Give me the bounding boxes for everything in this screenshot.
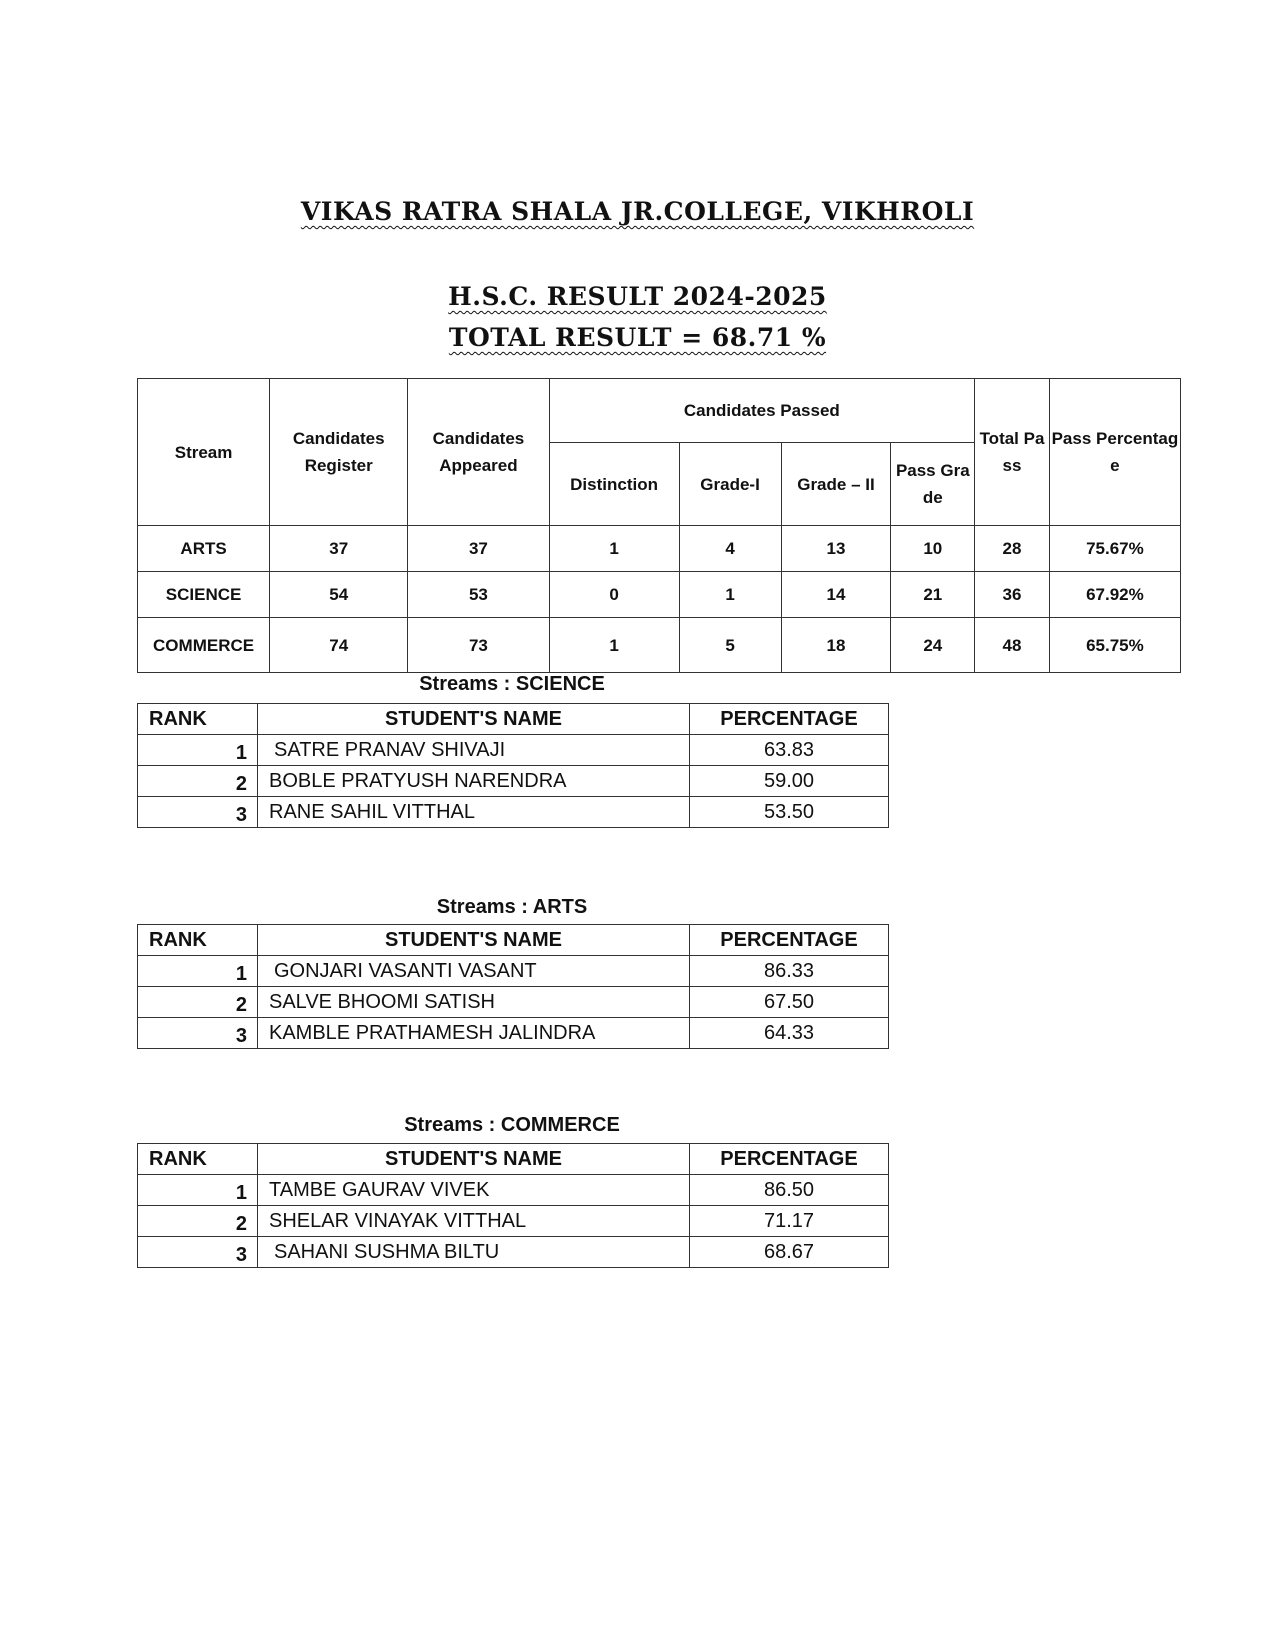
pass-grade-cell: 10: [891, 526, 975, 572]
table-row: [138, 618, 1181, 673]
rank-cell: 2: [138, 766, 258, 797]
total-pass-cell: 48: [975, 618, 1050, 673]
registered-cell: 37: [270, 526, 408, 572]
percentage-cell: 68.67: [690, 1237, 889, 1268]
rank-cell: 3: [138, 797, 258, 828]
table-row: [138, 797, 889, 828]
student-name-cell: SATRE PRANAV SHIVAJI: [258, 735, 690, 766]
header-stream: Stream: [138, 379, 270, 526]
student-name-cell: TAMBE GAURAV VIVEK: [258, 1175, 690, 1206]
college-title: VIKAS RATRA SHALA JR.COLLEGE, VIKHROLI: [300, 197, 975, 226]
stream-cell: COMMERCE: [138, 618, 270, 673]
grade-2-cell: 13: [781, 526, 891, 572]
percentage-cell: 59.00: [690, 766, 889, 797]
name-header: STUDENT'S NAME: [258, 1144, 690, 1175]
rank-cell: 1: [138, 956, 258, 987]
grade-2-cell: 14: [781, 572, 891, 618]
header-grade-2: Grade – II: [781, 443, 891, 526]
grade-2-cell: 18: [781, 618, 891, 673]
total-pass-cell: 28: [975, 526, 1050, 572]
commerce-stream-caption: Streams : COMMERCE: [404, 1114, 620, 1136]
distinction-cell: 1: [549, 526, 679, 572]
percentage-cell: 63.83: [690, 735, 889, 766]
header-pass-percentage: Pass Percentage: [1049, 379, 1180, 526]
appeared-cell: 37: [408, 526, 549, 572]
header-distinction: Distinction: [549, 443, 679, 526]
student-name-cell: KAMBLE PRATHAMESH JALINDRA: [258, 1018, 690, 1049]
student-name-cell: GONJARI VASANTI VASANT: [258, 956, 690, 987]
total-pass-cell: 36: [975, 572, 1050, 618]
science-toppers-table: [137, 703, 889, 828]
grade-1-cell: 1: [679, 572, 781, 618]
appeared-cell: 53: [408, 572, 549, 618]
rank-header: RANK: [138, 1144, 258, 1175]
table-row: [138, 735, 889, 766]
table-row: [138, 1018, 889, 1049]
arts-stream-caption: Streams : ARTS: [436, 896, 588, 918]
name-header: STUDENT'S NAME: [258, 704, 690, 735]
rank-cell: 1: [138, 1175, 258, 1206]
table-row: [138, 526, 1181, 572]
student-name-cell: SALVE BHOOMI SATISH: [258, 987, 690, 1018]
table-row: [138, 987, 889, 1018]
arts-toppers-table: [137, 924, 889, 1049]
pass-percentage-cell: 75.67%: [1049, 526, 1180, 572]
student-name-cell: SHELAR VINAYAK VITTHAL: [258, 1206, 690, 1237]
percentage-header: PERCENTAGE: [690, 1144, 889, 1175]
student-name-cell: RANE SAHIL VITTHAL: [258, 797, 690, 828]
header-candidates-passed: Candidates Passed: [549, 379, 975, 443]
stream-cell: SCIENCE: [138, 572, 270, 618]
rank-cell: 1: [138, 735, 258, 766]
header-pass-grade: Pass Grade: [891, 443, 975, 526]
table-row: [138, 1175, 889, 1206]
registered-cell: 54: [270, 572, 408, 618]
rank-cell: 2: [138, 1206, 258, 1237]
table-row: [138, 572, 1181, 618]
table-row: [138, 956, 889, 987]
pass-grade-cell: 21: [891, 572, 975, 618]
pass-percentage-cell: 67.92%: [1049, 572, 1180, 618]
result-summary-table: [137, 378, 1181, 673]
student-name-cell: BOBLE PRATYUSH NARENDRA: [258, 766, 690, 797]
commerce-toppers-table: [137, 1143, 889, 1268]
science-stream-caption: Streams : SCIENCE: [419, 673, 605, 695]
percentage-header: PERCENTAGE: [690, 704, 889, 735]
student-name-cell: SAHANI SUSHMA BILTU: [258, 1237, 690, 1268]
percentage-cell: 64.33: [690, 1018, 889, 1049]
header-registered: Candidates Register: [270, 379, 408, 526]
table-row: [138, 1206, 889, 1237]
percentage-cell: 53.50: [690, 797, 889, 828]
percentage-cell: 67.50: [690, 987, 889, 1018]
rank-header: RANK: [138, 704, 258, 735]
grade-1-cell: 4: [679, 526, 781, 572]
registered-cell: 74: [270, 618, 408, 673]
rank-cell: 3: [138, 1018, 258, 1049]
rank-cell: 2: [138, 987, 258, 1018]
distinction-cell: 1: [549, 618, 679, 673]
percentage-cell: 71.17: [690, 1206, 889, 1237]
percentage-cell: 86.33: [690, 956, 889, 987]
header-appeared: Candidates Appeared: [408, 379, 549, 526]
distinction-cell: 0: [549, 572, 679, 618]
header-total-pass: Total Pass: [975, 379, 1050, 526]
table-row: [138, 1237, 889, 1268]
stream-cell: ARTS: [138, 526, 270, 572]
table-row: [138, 766, 889, 797]
grade-1-cell: 5: [679, 618, 781, 673]
percentage-header: PERCENTAGE: [690, 925, 889, 956]
pass-percentage-cell: 65.75%: [1049, 618, 1180, 673]
appeared-cell: 73: [408, 618, 549, 673]
total-result: TOTAL RESULT = 68.71 %: [448, 323, 827, 352]
pass-grade-cell: 24: [891, 618, 975, 673]
rank-cell: 3: [138, 1237, 258, 1268]
name-header: STUDENT'S NAME: [258, 925, 690, 956]
percentage-cell: 86.50: [690, 1175, 889, 1206]
rank-header: RANK: [138, 925, 258, 956]
result-title: H.S.C. RESULT 2024-2025: [448, 282, 827, 311]
header-grade-1: Grade-I: [679, 443, 781, 526]
